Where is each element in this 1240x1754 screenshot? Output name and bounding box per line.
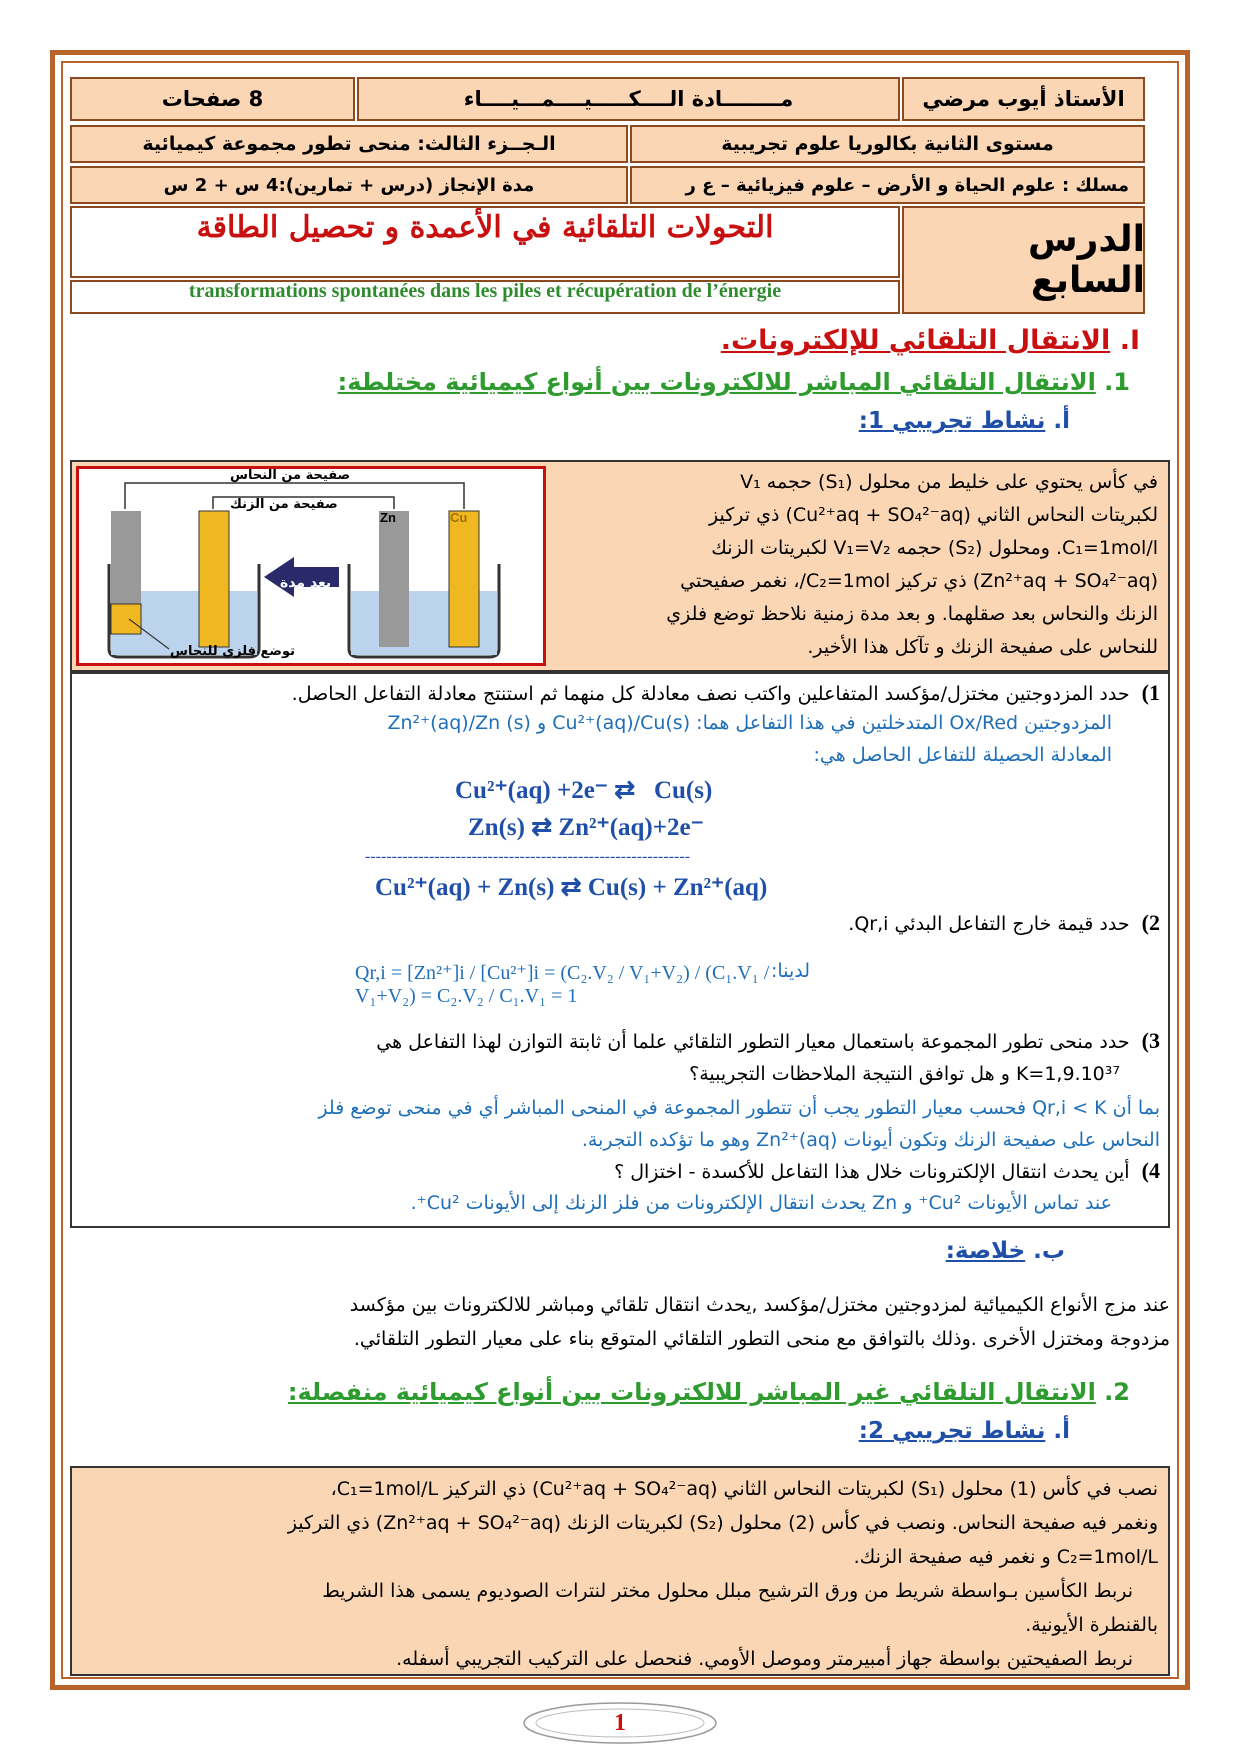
experiment-figure bbox=[76, 466, 546, 666]
level-cell bbox=[630, 125, 1145, 163]
page-count: 8 صفحات bbox=[161, 87, 264, 111]
subject-name: مــــــــادة الــــكـــــيــــمـــيــــاء bbox=[463, 87, 794, 111]
lesson-title-french: transformations spontanées dans les piles et récupération de l’énergie bbox=[188, 280, 782, 302]
summary-heading: ب. خلاصة: bbox=[945, 1238, 1065, 1264]
label-cu: Cu bbox=[450, 510, 468, 525]
half-equation-cu: Cu²⁺(aq) +2e⁻ ⇄ Cu(s) bbox=[455, 777, 713, 804]
label-zn: Zn bbox=[380, 510, 396, 525]
subsection-2-heading: 2. الانتقال التلقائي غير المباشر للالكترونات بين أنواع كيميائية منفصلة: bbox=[287, 1378, 1130, 1406]
label-zinc-plate: صفيحة من الزنك bbox=[230, 497, 338, 512]
lesson-number: الدرس السابع bbox=[1027, 219, 1145, 301]
answer-1-intro: المعادلة الحصيلة للتفاعل الحاصل هي: bbox=[813, 744, 1112, 766]
summary-text: عند مزج الأنواع الكيميائية لمزدوجتين مختزل/مؤكسد ,يحدث انتقال تلقائي ومباشر للالكترونات بين مؤكسد مزدوجة ومختزل الأخرى .وذلك بالتوافق مع منحى التطور التلقائي المتوقع بناء على معيار التطور التلقائي. bbox=[349, 1294, 1170, 1350]
global-equation: Cu²⁺(aq) + Zn(s) ⇄ Cu(s) + Zn²⁺(aq) bbox=[375, 874, 768, 901]
answer-2-lead: لدينا: bbox=[771, 960, 810, 982]
separator-line: ------------------------------------------------------------- bbox=[365, 848, 691, 865]
teacher-name: الأستاذ أيوب مرضي bbox=[922, 87, 1125, 111]
half-equation-zn: Zn(s) ⇄ Zn²⁺(aq)+2e⁻ bbox=[468, 814, 704, 841]
subject-cell bbox=[357, 77, 900, 121]
question-2: 2) حدد قيمة خارج التفاعل البدئي Qr,i. bbox=[848, 910, 1160, 935]
question-3: 3) حدد منحى تطور المجموعة باستعمال معيار التطور التلقائي علما أن ثابتة التوازن لهذا التفاعل هي K=1,9.10³⁷ و هل توافق النتيجة الملاحظات التجريبية؟ bbox=[376, 1028, 1160, 1085]
question-1: 1) حدد المزدوجتين مختزل/مؤكسد المتفاعلين واكتب نصف معادلة كل منهما ثم استنتج معادلة التفاعل الحاصل. bbox=[291, 680, 1160, 705]
answer-2-formula: Qr,i = [Zn²⁺]i / [Cu²⁺]i = (C₂.V₂ / V₁+V₂) / (C₁.V₁ / V₁+V₂) = C₂.V₂ / C₁.V₁ = 1 bbox=[355, 962, 770, 1007]
level-text: مستوى الثانية بكالوريا علوم تجريبية bbox=[721, 133, 1054, 155]
pages-cell bbox=[70, 77, 355, 121]
section-heading: I. الانتقال التلقائي للإلكترونات. bbox=[720, 325, 1140, 356]
duration-text: مدة الإنجاز (درس + تمارين):4 س + 2 س bbox=[163, 174, 535, 196]
activity-2-heading: أ. نشاط تجريبي 2: bbox=[858, 1418, 1070, 1444]
track-text: مسلك : علوم الحياة و الأرض – علوم فيزيائية – ع ر bbox=[685, 174, 1129, 196]
label-copper-plate: صفيحة من النحاس bbox=[230, 468, 351, 483]
activity-2-text: نصب في كأس (1) محلول (S₁) لكبريتات النحاس الثاني (Cu²⁺aq + SO₄²⁻aq) ذي التركيز C₁=1mol/L، ونغمر فيه صفيحة النحاس. ونصب في كأس (2) محلول (S₂) لكبريتات الزنك (Zn²⁺aq + SO₄²⁻aq) ذي التركيز C₂=1mol/L و نغمر فيه صفيحة الزنك. نربط الكأسين بـواسطة شريط من ورق الترشيح مبلل محلول مختر لنترات الصوديوم يسمى هذا الشريط بالقنطرة الأيونية. نربط الصفيحتين بواسطة جهاز أمبيرمتر وموصل الأومي. فنحصل على التركيب التجريبي أسفله. bbox=[287, 1478, 1158, 1670]
duration-cell bbox=[70, 166, 628, 204]
label-after-time: بعد مدة bbox=[280, 575, 332, 591]
part-cell bbox=[70, 125, 628, 163]
activity-1-heading: أ. نشاط تجريبي 1: bbox=[858, 408, 1070, 434]
part-text: الـجــزء الثالث: منحى تطور مجموعة كيميائية bbox=[142, 133, 556, 155]
answer-3: بما أن Qr,i < K فحسب معيار التطور يجب أن تتطور المجموعة في المنحى المباشر أي في منحى توضع فلز النحاس على صفيحة الزنك وتكون أيونات Zn²⁺(aq) وهو ما تؤكده التجربة. bbox=[318, 1097, 1160, 1151]
activity-1-text: في كأس يحتوي على خليط من محلول (S₁) حجمه V₁ لكبريتات النحاس الثاني (Cu²⁺aq + SO₄²⁻aq) ذي تركيز C₁=1mol/l. ومحلول (S₂) حجمه V₁=V₂ لكبريتات الزنك (Zn²⁺aq + SO₄²⁻aq) ذي تركيز C₂=1mol/، نغمر صفيحتي الزنك والنحاس بعد صقلهما. و بعد مدة زمنية نلاحظ توضع فلزي للنحاس على صفيحة الزنك و تآكل هذا الأخير. bbox=[666, 471, 1158, 658]
answer-4: عند تماس الأيونات Cu²⁺ و Zn يحدث انتقال الإلكترونات من فلز الزنك إلى الأيونات Cu²⁺. bbox=[410, 1192, 1112, 1214]
answer-1-couples: المزدوجتين Ox/Red المتدخلتين في هذا التفاعل هما: Cu²⁺(aq)/Cu(s) و Zn²⁺(aq)/Zn (s) bbox=[387, 712, 1112, 734]
subsection-1-heading: 1. الانتقال التلقائي المباشر للالكترونات بين أنواع كيميائية مختلطة: bbox=[337, 368, 1130, 396]
lesson-title-arabic: التحولات التلقائية في الأعمدة و تحصيل الطاقة bbox=[196, 210, 774, 245]
track-cell bbox=[630, 166, 1145, 204]
label-deposit: توضع فلزي للنحاس bbox=[170, 644, 296, 659]
page-number: 1 bbox=[614, 1710, 626, 1736]
question-4: 4) أين يحدث انتقال الإلكترونات خلال هذا التفاعل للأكسدة - اختزال ؟ bbox=[614, 1158, 1160, 1183]
teacher-cell bbox=[902, 77, 1145, 121]
